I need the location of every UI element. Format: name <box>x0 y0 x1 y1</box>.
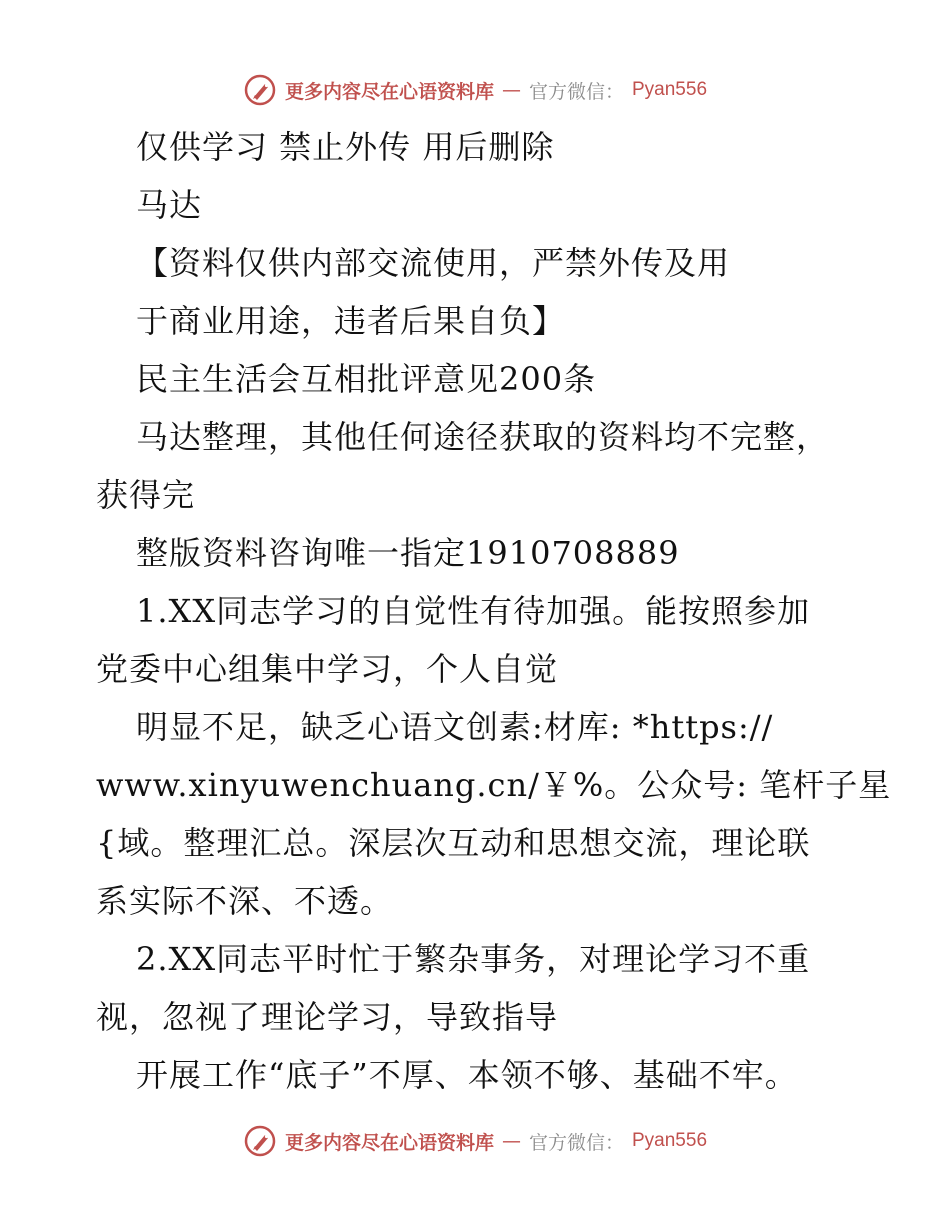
banner-site-text: 更多内容尽在心语资料库 <box>284 80 494 103</box>
pen-nib-logo-icon <box>243 1124 277 1158</box>
banner-wechat-handle: Pyan556 <box>632 79 708 100</box>
text-line: 开展工作“底子”不厚、本领不够、基础不牢。 <box>136 1056 798 1094</box>
footer-banner <box>0 1121 950 1161</box>
document-title: 民主生活会互相批评意见200条 <box>136 360 597 398</box>
text-line: 马达 <box>136 186 203 224</box>
text-line: 视，忽视了理论学习，导致指导 <box>96 998 559 1036</box>
text-line: 系实际不深、不透。 <box>96 882 394 920</box>
text-line: 2.XX同志平时忙于繁杂事务，对理论学习不重 <box>136 940 811 978</box>
text-line: 1.XX同志学习的自觉性有待加强。能按照参加 <box>136 592 811 630</box>
text-line: 于商业用途，违者后果自负】 <box>136 302 566 340</box>
text-line: 整版资料咨询唯一指定1910708889 <box>136 534 680 572</box>
text-line: www.xinyuwenchuang.cn/￥%。公众号: 笔杆子星 <box>96 766 892 804</box>
pen-nib-logo-icon <box>243 73 277 107</box>
banner-separator: — <box>501 1130 521 1152</box>
banner-wechat-handle: Pyan556 <box>632 1130 708 1151</box>
banner-wechat-label: 官方微信： <box>528 1131 624 1154</box>
text-line: 仅供学习 禁止外传 用后删除 <box>136 128 555 166</box>
banner-wechat-label: 官方微信： <box>528 80 624 103</box>
text-line: 获得完 <box>96 476 196 514</box>
text-line: 马达整理，其他任何途径获取的资料均不完整， <box>136 418 830 456</box>
text-line: 明显不足，缺乏心语文创素:材库: *https:// <box>136 708 774 746</box>
text-line: {域。整理汇总。深层次互动和思想交流，理论联 <box>96 824 811 862</box>
banner-site-text: 更多内容尽在心语资料库 <box>284 1131 494 1154</box>
banner-separator: — <box>501 79 521 101</box>
text-line: 党委中心组集中学习，个人自觉 <box>96 650 559 688</box>
document-body <box>96 118 892 1104</box>
text-line: 【资料仅供内部交流使用，严禁外传及用 <box>136 244 731 282</box>
header-banner <box>0 70 950 110</box>
